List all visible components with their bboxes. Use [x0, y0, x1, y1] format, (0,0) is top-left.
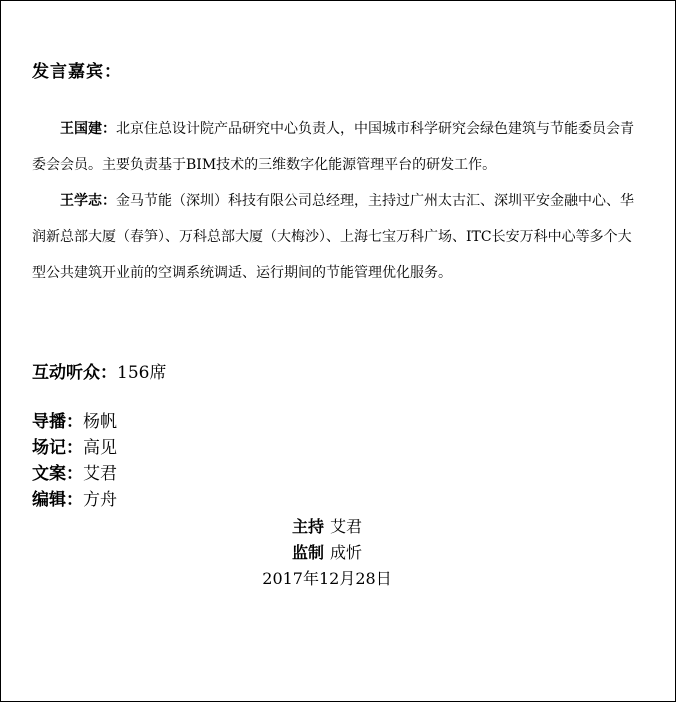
document-date: 2017年12月28日	[262, 569, 392, 588]
host-role: 主持	[291, 517, 324, 536]
credit-copywriter	[32, 461, 117, 487]
audience-count	[32, 358, 166, 383]
speaker-bio	[32, 183, 644, 291]
credit-recorder	[32, 435, 117, 461]
audience-label: 互动听众：	[32, 363, 117, 383]
credit-label: 场记：	[32, 438, 83, 458]
speaker-description: 金马节能（深圳）科技有限公司总经理，主持过广州太古汇、深圳平安金融中心、华润新总部大厦（春笋）、万科总部大厦（大梅沙）、上海七宝万科广场、ITC长安万科中心等多个大型公共建筑开业前的空调系统调适、运行期间的节能管理优化服务。	[32, 193, 634, 281]
host-name: 艾君	[330, 517, 363, 536]
credit-label: 文案：	[32, 464, 83, 484]
speaker-description: 北京住总设计院产品研究中心负责人，中国城市科学研究会绿色建筑与节能委员会青委会会员。主要负责基于BIM技术的三维数字化能源管理平台的研发工作。	[32, 121, 634, 173]
host-line	[1, 514, 653, 540]
speaker-name: 王学志：	[60, 193, 116, 209]
credit-value: 方舟	[83, 490, 117, 510]
credits-list	[32, 409, 117, 513]
credit-value: 艾君	[83, 464, 117, 484]
speakers-heading: 发言嘉宾：	[32, 62, 122, 82]
credit-editor	[32, 487, 117, 513]
supervisor-name: 成忻	[330, 543, 363, 562]
credit-label: 编辑：	[32, 490, 83, 510]
audience-value: 156席	[117, 363, 167, 383]
supervisor-line	[1, 540, 653, 566]
credit-label: 导播：	[32, 412, 83, 432]
credit-value: 杨帆	[83, 412, 117, 432]
staff-block	[1, 514, 653, 592]
credit-value: 高见	[83, 438, 117, 458]
speaker-name: 王国建：	[60, 121, 116, 137]
supervisor-role: 监制	[291, 543, 324, 562]
speaker-bios	[32, 111, 644, 291]
credit-director	[32, 409, 117, 435]
speaker-bio	[32, 111, 644, 183]
